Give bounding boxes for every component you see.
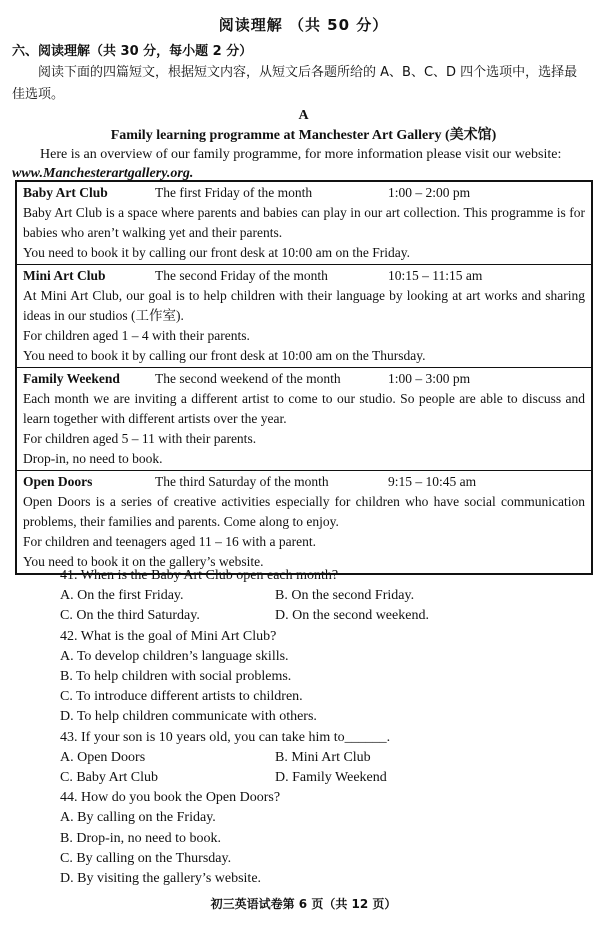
programme-line: For children and teenagers aged 11 – 16 with a parent.	[23, 534, 317, 549]
answer-option: A. On the first Friday.	[60, 588, 184, 604]
answer-option: B. Mini Art Club	[275, 749, 371, 765]
questions	[60, 566, 600, 889]
answer-option: D. To help children communicate with others.	[60, 709, 317, 725]
programme-time: 1:00 – 3:00 pm	[388, 371, 471, 386]
section-heading: 六、阅读理解（共 30 分，每小题 2 分）	[12, 44, 253, 59]
intro-text: Here is an overview of our family programme, for more information please visit our website:	[40, 147, 562, 162]
programme-line: Open Doors is a series of creative activities especially for children who have social communication problems, their families and parents. Come along to enjoy.	[23, 494, 585, 529]
programme-schedule: The second Friday of the month	[155, 268, 328, 283]
option-row	[60, 586, 600, 606]
question-stem: 41. When is the Baby Art Club open each month?	[60, 568, 339, 583]
option-row	[60, 768, 600, 788]
option-row	[60, 748, 600, 768]
programme-header	[23, 183, 585, 203]
programme-header	[23, 472, 585, 492]
programme-line: You need to book it on the gallery’s website.	[23, 554, 264, 569]
programme-line: At Mini Art Club, our goal is to help children with their language by looking at art works and sharing ideas in our studios (工作室).	[23, 288, 585, 323]
programme-schedule: The second weekend of the month	[155, 371, 341, 386]
question-stem: 44. How do you book the Open Doors?	[60, 790, 281, 806]
programme-block	[17, 368, 591, 471]
answer-option: A. By calling on the Friday.	[60, 810, 216, 826]
answer-option: A. To develop children’s language skills.	[60, 648, 289, 664]
question-stem: 42. What is the goal of Mini Art Club?	[60, 628, 277, 644]
answer-option: C. To introduce different artists to children.	[60, 689, 303, 705]
programme-name: Baby Art Club	[23, 185, 108, 200]
programme-name: Family Weekend	[23, 371, 120, 386]
programme-header	[23, 369, 585, 389]
programme-schedule: The first Friday of the month	[155, 185, 313, 200]
answer-option: C. On the third Saturday.	[60, 608, 200, 624]
programme-line: For children aged 5 – 11 with their parents.	[23, 431, 257, 446]
programme-block	[17, 265, 591, 368]
website-link: www.Manchesterartgallery.org.	[12, 166, 194, 181]
programme-name: Mini Art Club	[23, 268, 106, 283]
programme-table	[15, 180, 593, 575]
answer-option: B. To help children with social problems.	[60, 669, 292, 685]
programme-time: 1:00 – 2:00 pm	[388, 185, 471, 200]
programme-line: Each month we are inviting a different artist to come to our studio. So people are able to discuss and learn together with different artists over the year.	[23, 391, 585, 426]
instructions: 阅读下面的四篇短文，根据短文内容，从短文后各题所给的 A、B、C、D 四个选项中，选择最佳选项。	[12, 65, 578, 102]
programme-time: 10:15 – 11:15 am	[388, 268, 483, 283]
answer-option: B. Drop-in, no need to book.	[60, 830, 221, 846]
programme-line: Drop-in, no need to book.	[23, 451, 163, 466]
programme-line: You need to book it by calling our front desk at 10:00 am on the Thursday.	[23, 348, 426, 363]
answer-option: C. By calling on the Thursday.	[60, 850, 232, 866]
page-footer: 初三英语试卷第 6 页（共 12 页）	[210, 897, 397, 911]
answer-option: B. On the second Friday.	[275, 588, 415, 604]
programme-schedule: The third Saturday of the month	[155, 474, 329, 489]
answer-option: D. Family Weekend	[275, 770, 387, 786]
programme-line: Baby Art Club is a space where parents and babies can play in our art collection. This programme is for babies who aren’t walking yet and their parents.	[23, 205, 585, 240]
answer-option: D. On the second weekend.	[275, 608, 429, 624]
programme-block	[17, 182, 591, 265]
passage-title: Family learning programme at Manchester Art Gallery (美术馆)	[110, 128, 497, 143]
programme-line: For children aged 1 – 4 with their parents.	[23, 328, 250, 343]
passage-intro	[12, 145, 590, 183]
programme-header	[23, 266, 585, 286]
option-row	[60, 606, 600, 626]
section-title: 阅读理解 （共 50 分）	[218, 16, 389, 34]
programme-name: Open Doors	[23, 474, 93, 489]
passage-letter: A	[298, 108, 309, 123]
programme-line: You need to book it by calling our front desk at 10:00 am on the Friday.	[23, 245, 410, 260]
answer-option: C. Baby Art Club	[60, 770, 159, 786]
question-stem: 43. If your son is 10 years old, you can take him to______.	[60, 729, 391, 745]
programme-block	[17, 471, 591, 573]
answer-option: D. By visiting the gallery’s website.	[60, 871, 262, 887]
answer-option: A. Open Doors	[60, 749, 146, 765]
programme-time: 9:15 – 10:45 am	[388, 474, 477, 489]
